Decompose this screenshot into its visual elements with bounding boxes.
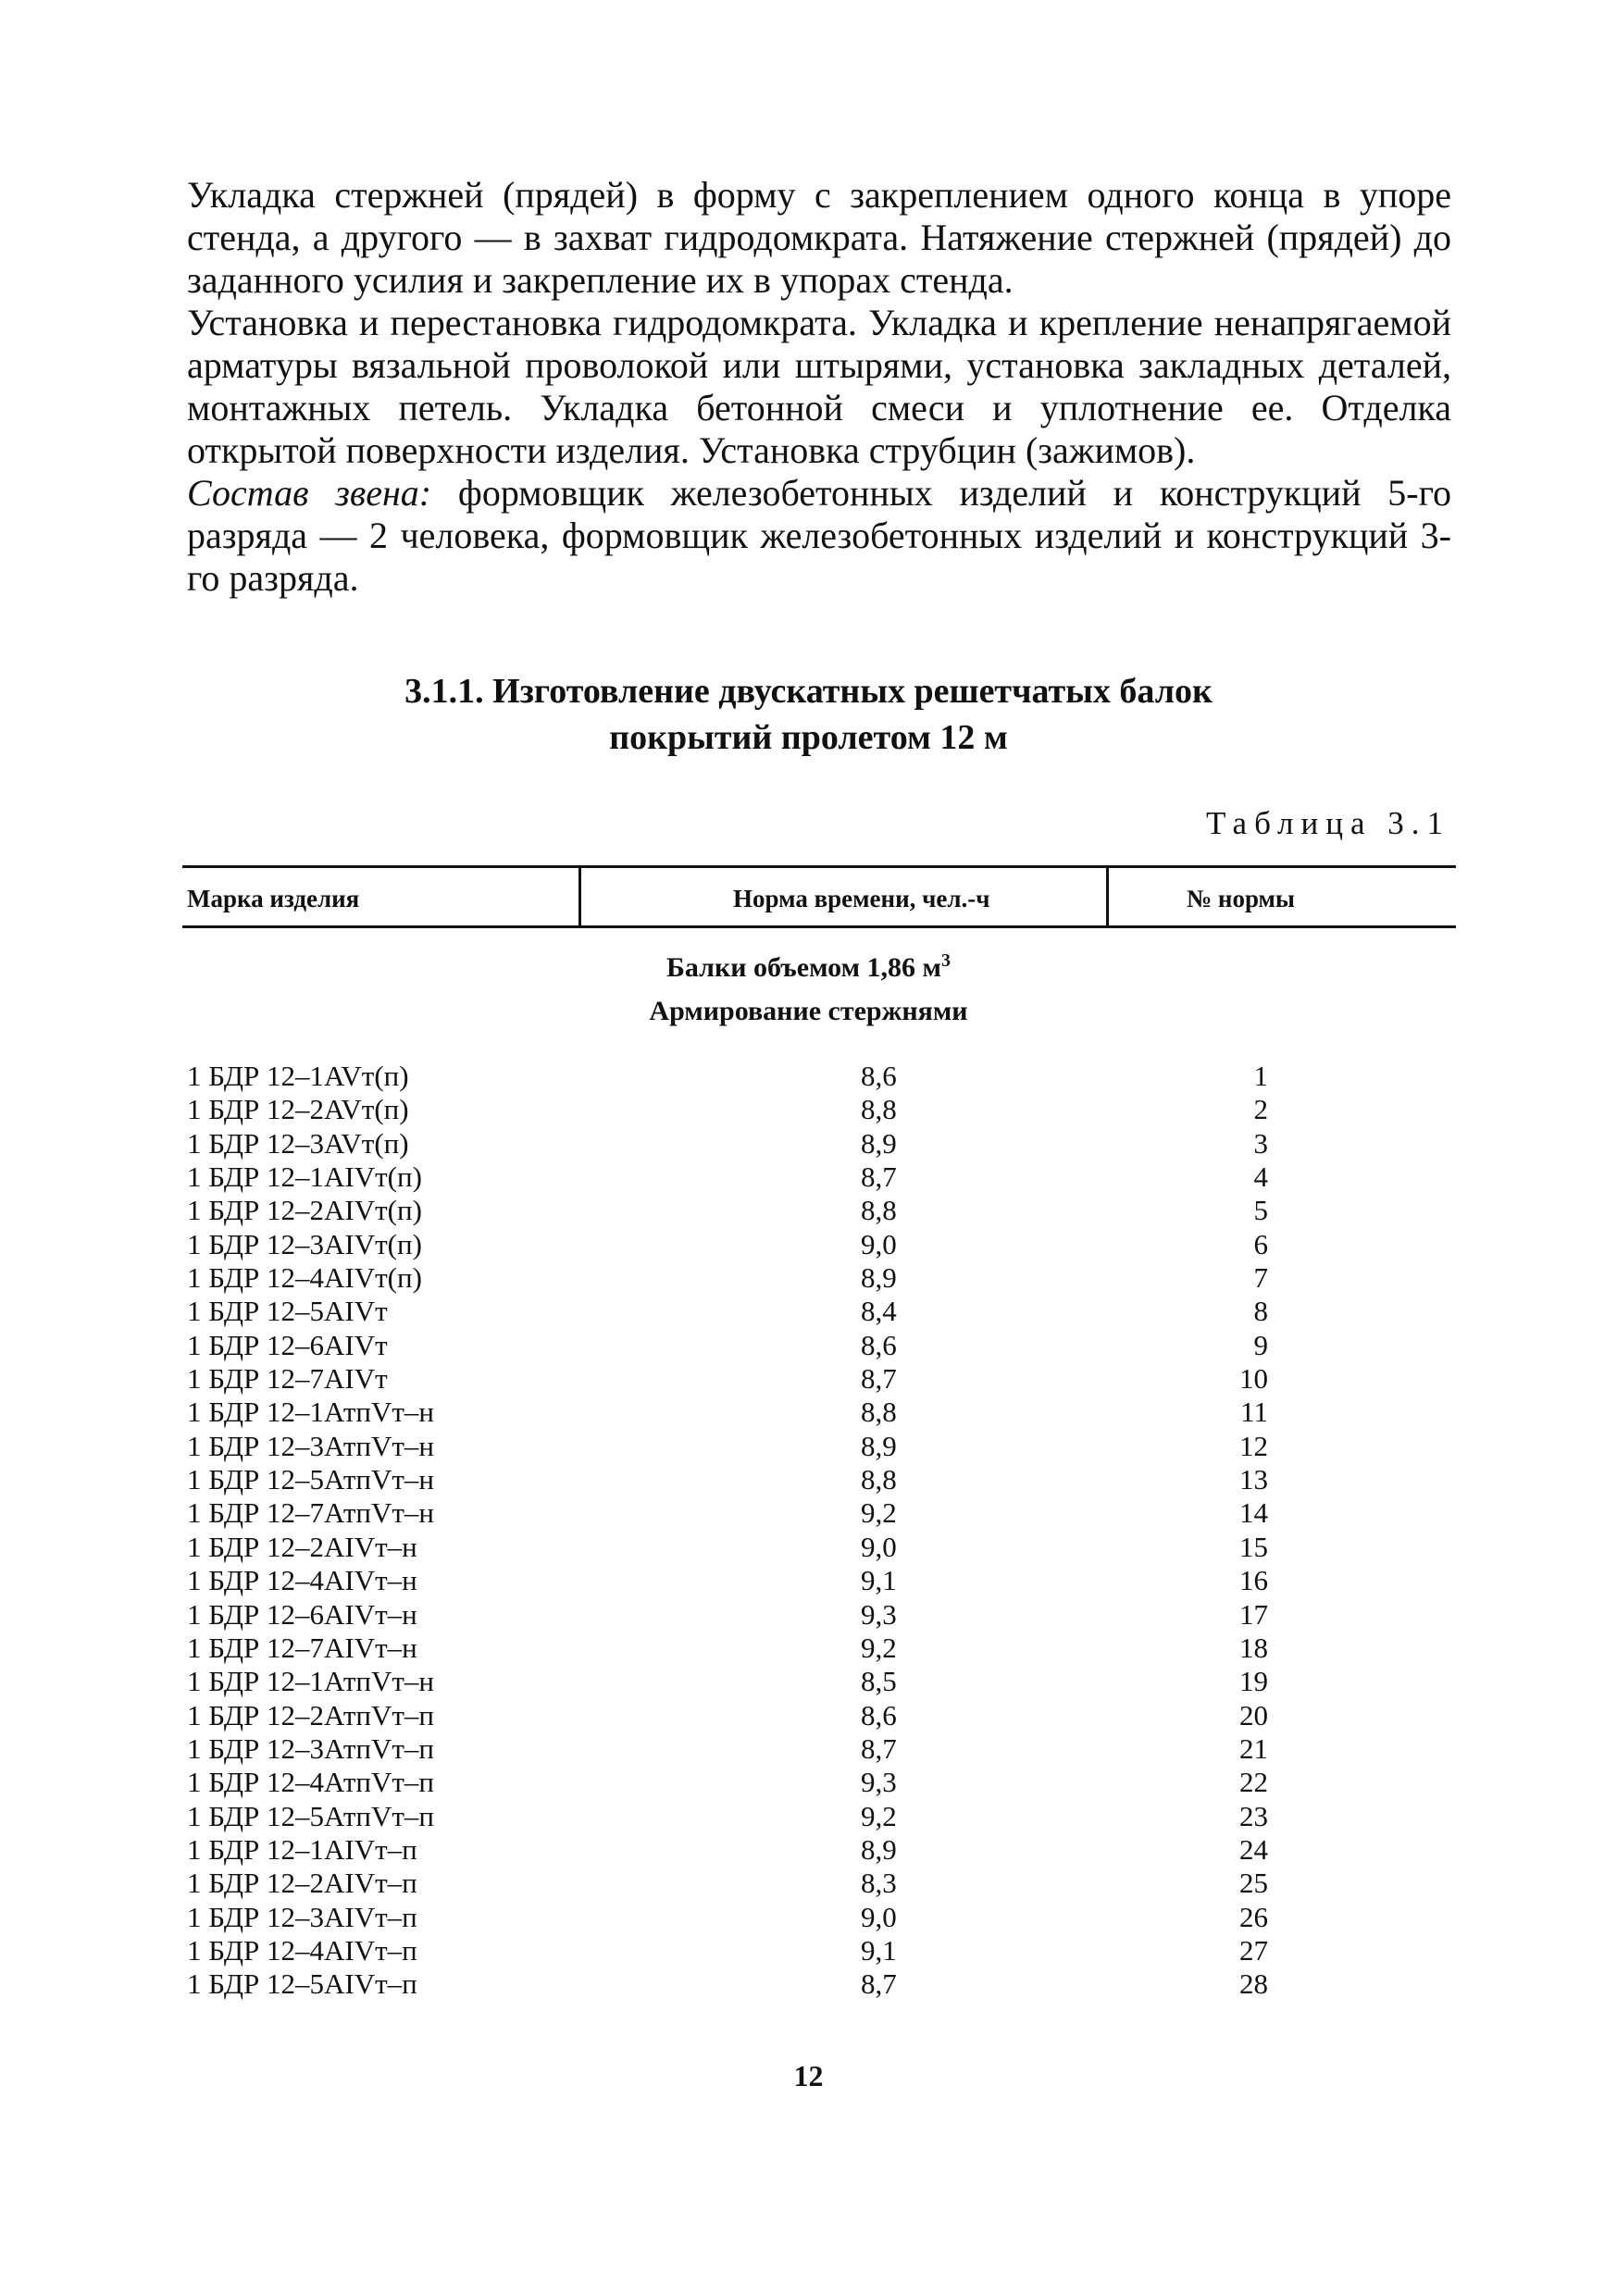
cell-product-mark: 1 БДР 12–1AVт(п) <box>187 1060 409 1092</box>
cell-time-norm: 8,7 <box>861 1362 897 1396</box>
cell-product-mark: 1 БДР 12–7AIVт <box>187 1362 388 1396</box>
cell-time-norm: 8,8 <box>861 1463 897 1496</box>
cell-norm-number: 20 <box>1239 1698 1268 1731</box>
cell-norm-number: 27 <box>1239 1933 1268 1967</box>
cell-norm-number: 9 <box>1253 1328 1268 1361</box>
table-row <box>0 1665 1617 1698</box>
cell-product-mark: 1 БДР 12–7AIVт–н <box>187 1631 417 1664</box>
header-product-mark: Марка изделия <box>187 885 360 912</box>
table-row <box>0 1496 1617 1530</box>
table-row <box>0 1396 1617 1429</box>
cell-time-norm: 8,6 <box>861 1060 897 1092</box>
cell-norm-number: 7 <box>1253 1261 1268 1295</box>
cell-time-norm: 9,3 <box>861 1766 897 1799</box>
cell-time-norm: 9,2 <box>861 1799 897 1832</box>
cell-norm-number: 11 <box>1240 1396 1268 1429</box>
cell-time-norm: 8,9 <box>861 1832 897 1866</box>
cell-product-mark: 1 БДР 12–3AIVт–п <box>187 1900 417 1933</box>
cell-norm-number: 28 <box>1239 1967 1268 2001</box>
cell-product-mark: 1 БДР 12–4АтпVт–п <box>187 1766 435 1799</box>
table-row <box>0 1632 1617 1665</box>
table-row <box>0 1160 1617 1194</box>
table-row <box>0 1228 1617 1261</box>
cell-product-mark: 1 БДР 12–1АтпVт–н <box>187 1396 435 1429</box>
table-row <box>0 1901 1617 1934</box>
table-row <box>0 1564 1617 1597</box>
cell-product-mark: 1 БДР 12–3AIVт(п) <box>187 1227 422 1260</box>
cell-time-norm: 8,8 <box>861 1396 897 1429</box>
crew-label: Состав звена: <box>187 472 432 514</box>
table-row <box>0 1766 1617 1799</box>
section-title <box>0 668 1617 761</box>
table-header-bottom-rule <box>182 925 1456 928</box>
crew-text: формовщик железобетонных изделий и конструкций 5-го разряда — 2 человека, формовщик железобетонных изделий и конструкций 3-го разряда. <box>187 472 1451 599</box>
cell-product-mark: 1 БДР 12–5AIVт <box>187 1295 388 1328</box>
table-row <box>0 1463 1617 1496</box>
cell-time-norm: 8,3 <box>861 1867 897 1900</box>
table-label: Таблица 3.1 <box>1206 805 1450 841</box>
section-title-line2: покрытий пролетом 12 м <box>609 718 1008 757</box>
cell-norm-number: 4 <box>1253 1160 1268 1194</box>
cell-time-norm: 8,9 <box>861 1126 897 1160</box>
column-separator-1 <box>578 867 581 927</box>
table-row <box>0 1093 1617 1126</box>
cell-norm-number: 8 <box>1253 1295 1268 1328</box>
cell-norm-number: 21 <box>1239 1731 1268 1765</box>
table-row <box>0 1833 1617 1867</box>
cell-time-norm: 8,4 <box>861 1295 897 1328</box>
cell-time-norm: 8,9 <box>861 1261 897 1295</box>
cell-norm-number: 15 <box>1239 1530 1268 1563</box>
cell-norm-number: 1 <box>1253 1060 1268 1092</box>
cell-product-mark: 1 БДР 12–3AVт(п) <box>187 1126 409 1160</box>
cell-time-norm: 8,7 <box>861 1160 897 1194</box>
page-number: 12 <box>793 2059 824 2092</box>
cell-time-norm: 8,5 <box>861 1665 897 1698</box>
cell-norm-number: 2 <box>1253 1093 1268 1126</box>
cell-time-norm: 9,3 <box>861 1597 897 1631</box>
group-title <box>0 942 1617 987</box>
cell-product-mark: 1 БДР 12–3АтпVт–н <box>187 1429 435 1462</box>
cell-time-norm: 8,8 <box>861 1093 897 1126</box>
cell-product-mark: 1 БДР 12–3АтпVт–п <box>187 1731 435 1765</box>
table-row <box>0 1329 1617 1362</box>
table-row <box>0 1060 1617 1093</box>
table-row <box>0 1967 1617 2001</box>
paragraph-operations: Укладка стержней (прядей) в форму с закреплением одного конца в упоре стенда, а другого — в захват гидродомкрата. Натяжение стержней (прядей) до заданного усилия и закрепление их в упорах стенда. <box>187 174 1451 301</box>
cell-time-norm: 8,6 <box>861 1698 897 1731</box>
table-row <box>0 1800 1617 1833</box>
cell-norm-number: 12 <box>1239 1429 1268 1462</box>
cell-product-mark: 1 БДР 12–7АтпVт–н <box>187 1496 435 1530</box>
cell-norm-number: 10 <box>1239 1362 1268 1396</box>
table-row <box>0 1127 1617 1160</box>
table-row <box>0 1362 1617 1396</box>
cell-product-mark: 1 БДР 12–1AIVт–п <box>187 1832 417 1866</box>
table-row <box>0 1531 1617 1564</box>
cell-norm-number: 13 <box>1239 1463 1268 1496</box>
group-title-text: Балки объемом 1,86 м <box>666 952 941 983</box>
cell-time-norm: 9,1 <box>861 1933 897 1967</box>
cell-norm-number: 25 <box>1239 1867 1268 1900</box>
cell-product-mark: 1 БДР 12–5АтпVт–п <box>187 1799 435 1832</box>
table-body <box>0 1060 1617 2002</box>
cell-time-norm: 8,7 <box>861 1731 897 1765</box>
cell-product-mark: 1 БДР 12–6AIVт–н <box>187 1597 417 1631</box>
cell-time-norm: 9,2 <box>861 1631 897 1664</box>
subgroup-title: Армирование стержнями <box>649 996 968 1026</box>
cell-time-norm: 9,0 <box>861 1530 897 1563</box>
table-row <box>0 1430 1617 1463</box>
column-separator-2 <box>1106 867 1109 927</box>
cell-time-norm: 8,6 <box>861 1328 897 1361</box>
cell-time-norm: 9,2 <box>861 1496 897 1530</box>
paragraph-jack-installation: Установка и перестановка гидродомкрата. Укладка и крепление ненапрягаемой арматуры вязальной проволокой или штырями, установка закладных деталей, монтажных петель. Укладка бетонной смеси и уплотнение ее. Отделка открытой поверхности изделия. Установка струбцин (зажимов). <box>187 302 1451 471</box>
cell-norm-number: 14 <box>1239 1496 1268 1530</box>
cell-time-norm: 9,0 <box>861 1227 897 1260</box>
cell-time-norm: 8,7 <box>861 1967 897 2001</box>
cell-product-mark: 1 БДР 12–2AIVт(п) <box>187 1194 422 1227</box>
cell-norm-number: 23 <box>1239 1799 1268 1832</box>
cell-time-norm: 9,0 <box>861 1900 897 1933</box>
table-row <box>0 1867 1617 1900</box>
cell-product-mark: 1 БДР 12–2AIVт–п <box>187 1867 417 1900</box>
header-norm-number: № нормы <box>1187 885 1296 912</box>
cell-norm-number: 5 <box>1253 1194 1268 1227</box>
cell-time-norm: 8,9 <box>861 1429 897 1462</box>
cell-time-norm: 8,8 <box>861 1194 897 1227</box>
cell-norm-number: 22 <box>1239 1766 1268 1799</box>
table-row <box>0 1732 1617 1766</box>
cell-product-mark: 1 БДР 12–2AVт(п) <box>187 1093 409 1126</box>
cell-norm-number: 18 <box>1239 1631 1268 1664</box>
cell-norm-number: 17 <box>1239 1597 1268 1631</box>
table-row <box>0 1699 1617 1732</box>
cell-product-mark: 1 БДР 12–4AIVт–н <box>187 1564 417 1597</box>
cell-time-norm: 9,1 <box>861 1564 897 1597</box>
table-row <box>0 1194 1617 1227</box>
cell-norm-number: 3 <box>1253 1126 1268 1160</box>
cell-product-mark: 1 БДР 12–4AIVт(п) <box>187 1261 422 1295</box>
group-title-superscript: 3 <box>940 950 951 971</box>
paragraph-crew-composition <box>187 472 1451 600</box>
cell-product-mark: 1 БДР 12–1AIVт(п) <box>187 1160 422 1194</box>
cell-norm-number: 26 <box>1239 1900 1268 1933</box>
cell-product-mark: 1 БДР 12–5AIVт–п <box>187 1967 417 2001</box>
cell-norm-number: 16 <box>1239 1564 1268 1597</box>
cell-norm-number: 24 <box>1239 1832 1268 1866</box>
table-row <box>0 1261 1617 1295</box>
cell-product-mark: 1 БДР 12–2АтпVт–п <box>187 1698 435 1731</box>
cell-product-mark: 1 БДР 12–5АтпVт–н <box>187 1463 435 1496</box>
cell-norm-number: 19 <box>1239 1665 1268 1698</box>
cell-product-mark: 1 БДР 12–6AIVт <box>187 1328 388 1361</box>
table-row <box>0 1598 1617 1632</box>
cell-product-mark: 1 БДР 12–4AIVт–п <box>187 1933 417 1967</box>
section-title-line1: 3.1.1. Изготовление двускатных решетчатых балок <box>404 672 1213 711</box>
table-top-rule <box>182 865 1456 868</box>
table-row <box>0 1934 1617 1967</box>
cell-norm-number: 6 <box>1253 1227 1268 1260</box>
table-row <box>0 1295 1617 1328</box>
cell-product-mark: 1 БДР 12–2AIVт–н <box>187 1530 417 1563</box>
cell-product-mark: 1 БДР 12–1АтпVт–н <box>187 1665 435 1698</box>
header-time-norm: Норма времени, чел.-ч <box>733 885 990 912</box>
